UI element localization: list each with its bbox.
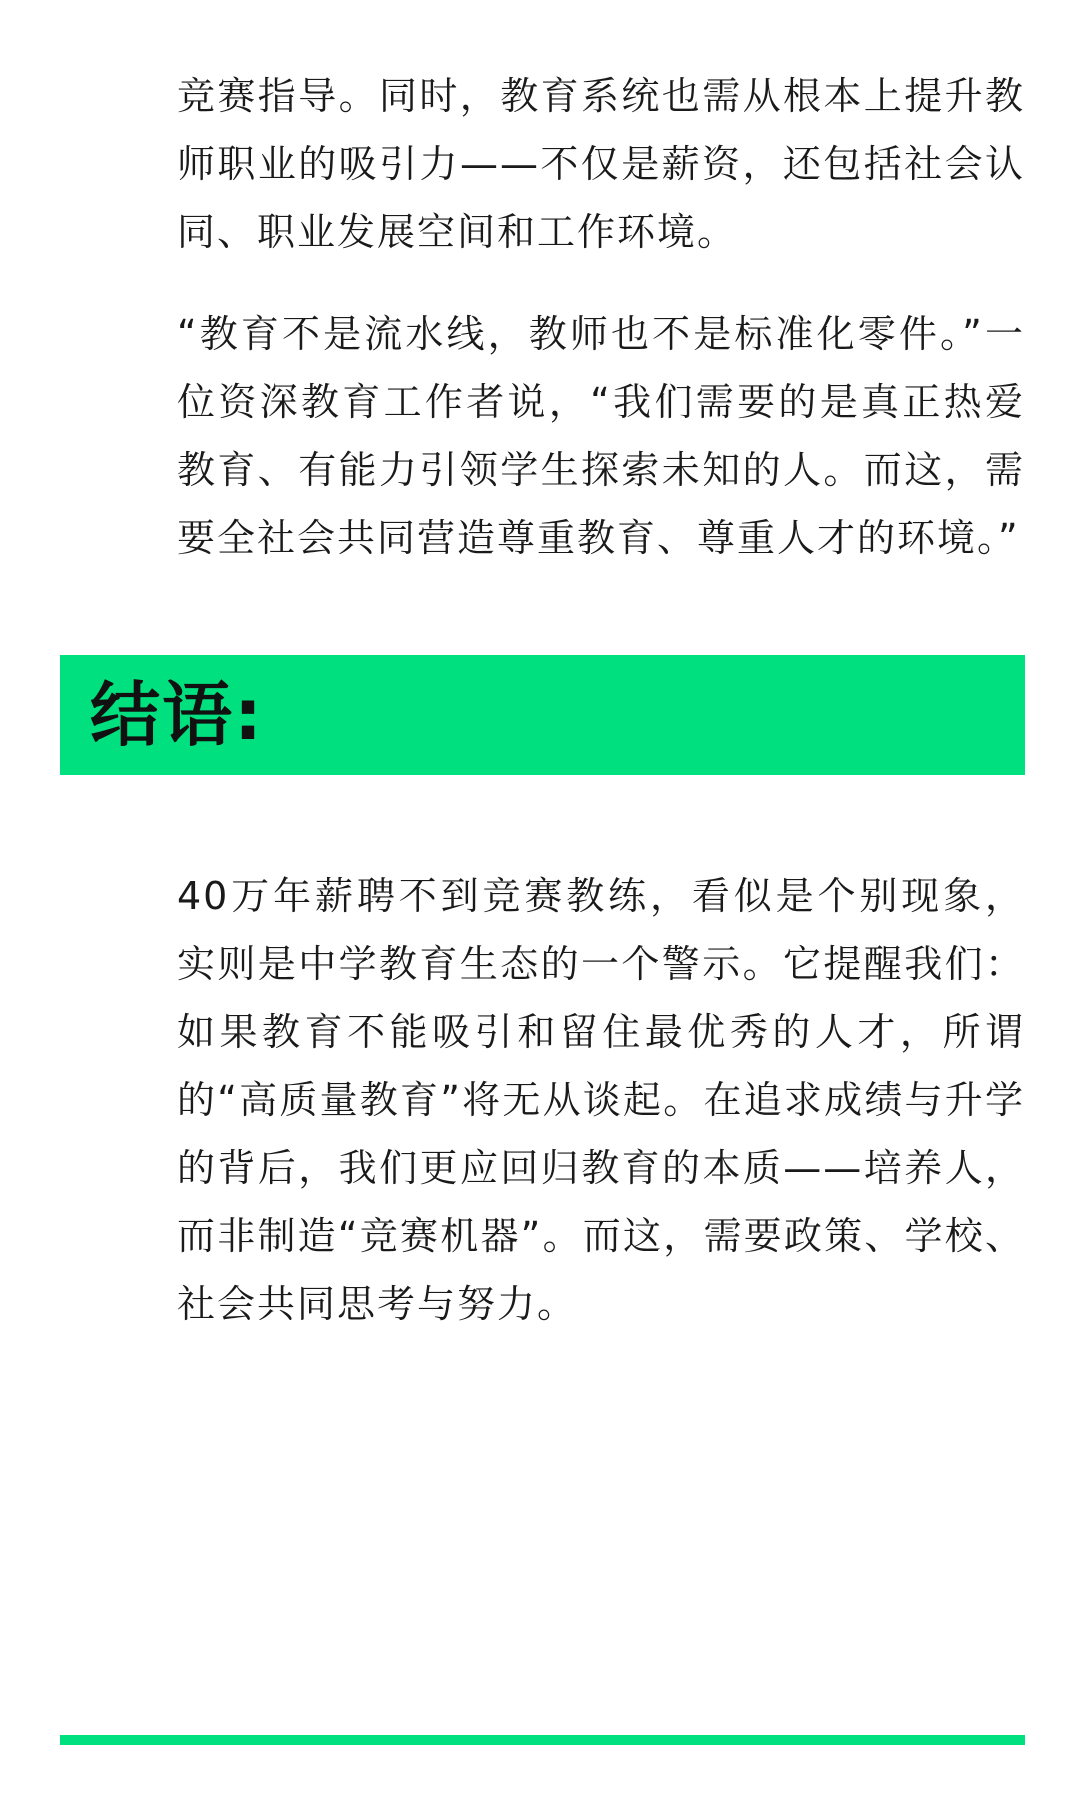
bottom-divider: [60, 1735, 1025, 1745]
conclusion-banner: [60, 655, 1025, 775]
body-paragraph-quote: “教育不是流水线，教师也不是标准化零件。”一位资深教育工作者说，“我们需要的是真正热爱教育、有能力引领学生探索未知的人。而这，需要全社会共同营造尊重教育、尊重人才的环境。”: [177, 312, 1025, 560]
conclusion-paragraph: 40万年薪聘不到竞赛教练，看似是个别现象，实则是中学教育生态的一个警示。它提醒我们：如果教育不能吸引和留住最优秀的人才，所谓的“高质量教育”将无从谈起。在追求成绩与升学的背后，我们更应回归教育的本质——培养人，而非制造“竞赛机器”。而这，需要政策、学校、社会共同思考与努力。: [177, 874, 1025, 1326]
body-paragraph-1: 竞赛指导。同时，教育系统也需从根本上提升教师职业的吸引力——不仅是薪资，还包括社会认同、职业发展空间和工作环境。: [177, 74, 1025, 254]
conclusion-heading: 结语:: [90, 674, 264, 756]
